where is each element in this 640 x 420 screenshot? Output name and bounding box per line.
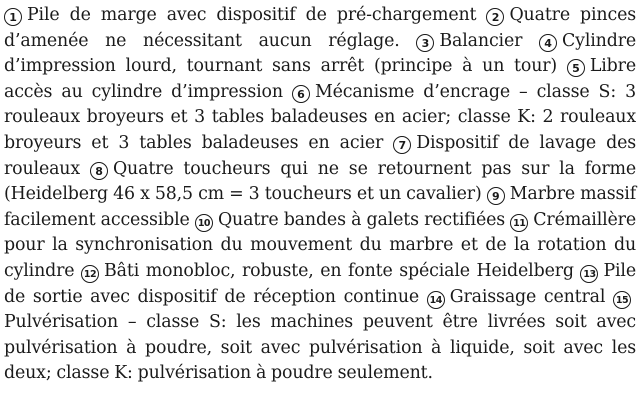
item-number-badge: 15 bbox=[613, 291, 631, 309]
legend-item-10 bbox=[195, 210, 505, 230]
item-number-badge: 8 bbox=[90, 162, 108, 180]
item-text: Dispositif de lavage des rouleaux bbox=[4, 132, 637, 179]
item-text: Quatre toucheurs qui ne se retournent pas sur la forme (Heidelberg 46 x 58,5 cm = 3 toucheurs et un cavalier) bbox=[4, 158, 636, 205]
item-text: Cylindre d’impression lourd, tournant sans arrêt (principe à un tour) bbox=[4, 30, 636, 77]
item-text: Pile de sortie avec dispositif de réception continue bbox=[4, 260, 636, 307]
item-text: Libre accès au cylindre d’impression bbox=[4, 56, 636, 102]
item-number-badge: 7 bbox=[393, 136, 411, 154]
item-number-badge: 3 bbox=[416, 34, 434, 52]
item-text: Marbre massif facilement accessible bbox=[4, 184, 636, 230]
item-text: Bâti monobloc, robuste, en fonte spéciale Heidelberg bbox=[104, 260, 574, 281]
item-text: Mécanisme d’encrage – classe S: 3 rouleaux broyeurs et 3 tables baladeuses en acier; classe K: 2 rouleaux broyeurs et 3 tables baladeuses en acier bbox=[4, 81, 636, 153]
item-text: Pile de marge avec dispositif de pré-chargement bbox=[27, 5, 477, 25]
item-text: Balancier bbox=[439, 30, 523, 51]
legend-item-1 bbox=[4, 5, 476, 25]
item-number-badge: 4 bbox=[539, 34, 557, 52]
item-text: Quatre pinces d’amenée ne nécessitant aucun réglage. bbox=[4, 5, 636, 51]
item-number-badge: 9 bbox=[487, 187, 505, 205]
parts-legend-paragraph bbox=[4, 3, 636, 387]
item-number-badge: 1 bbox=[4, 8, 22, 26]
item-number-badge: 5 bbox=[567, 59, 585, 77]
item-number-badge: 13 bbox=[580, 265, 598, 283]
item-text: Quatre bandes à galets rectifiées bbox=[217, 209, 506, 230]
item-number-badge: 12 bbox=[81, 265, 99, 283]
legend-item-12 bbox=[81, 261, 574, 281]
item-number-badge: 11 bbox=[510, 214, 528, 232]
item-text: Crémaillère pour la synchronisation du mouvement du marbre et de la rotation du cylindre bbox=[4, 209, 636, 281]
item-text: Pulvérisation – classe S: les machines peuvent être livrées soit avec pulvérisation à poudre, soit avec pulvérisation à liquide, soit avec les deux; classe K: pulvérisation à poudre seulement. bbox=[4, 312, 636, 384]
item-number-badge: 6 bbox=[292, 85, 310, 103]
legend-item-14 bbox=[427, 287, 606, 307]
item-text: Graissage central bbox=[449, 286, 606, 307]
legend-item-3 bbox=[416, 31, 522, 51]
item-number-badge: 14 bbox=[427, 291, 445, 309]
item-number-badge: 2 bbox=[486, 8, 504, 26]
item-number-badge: 10 bbox=[195, 214, 213, 232]
